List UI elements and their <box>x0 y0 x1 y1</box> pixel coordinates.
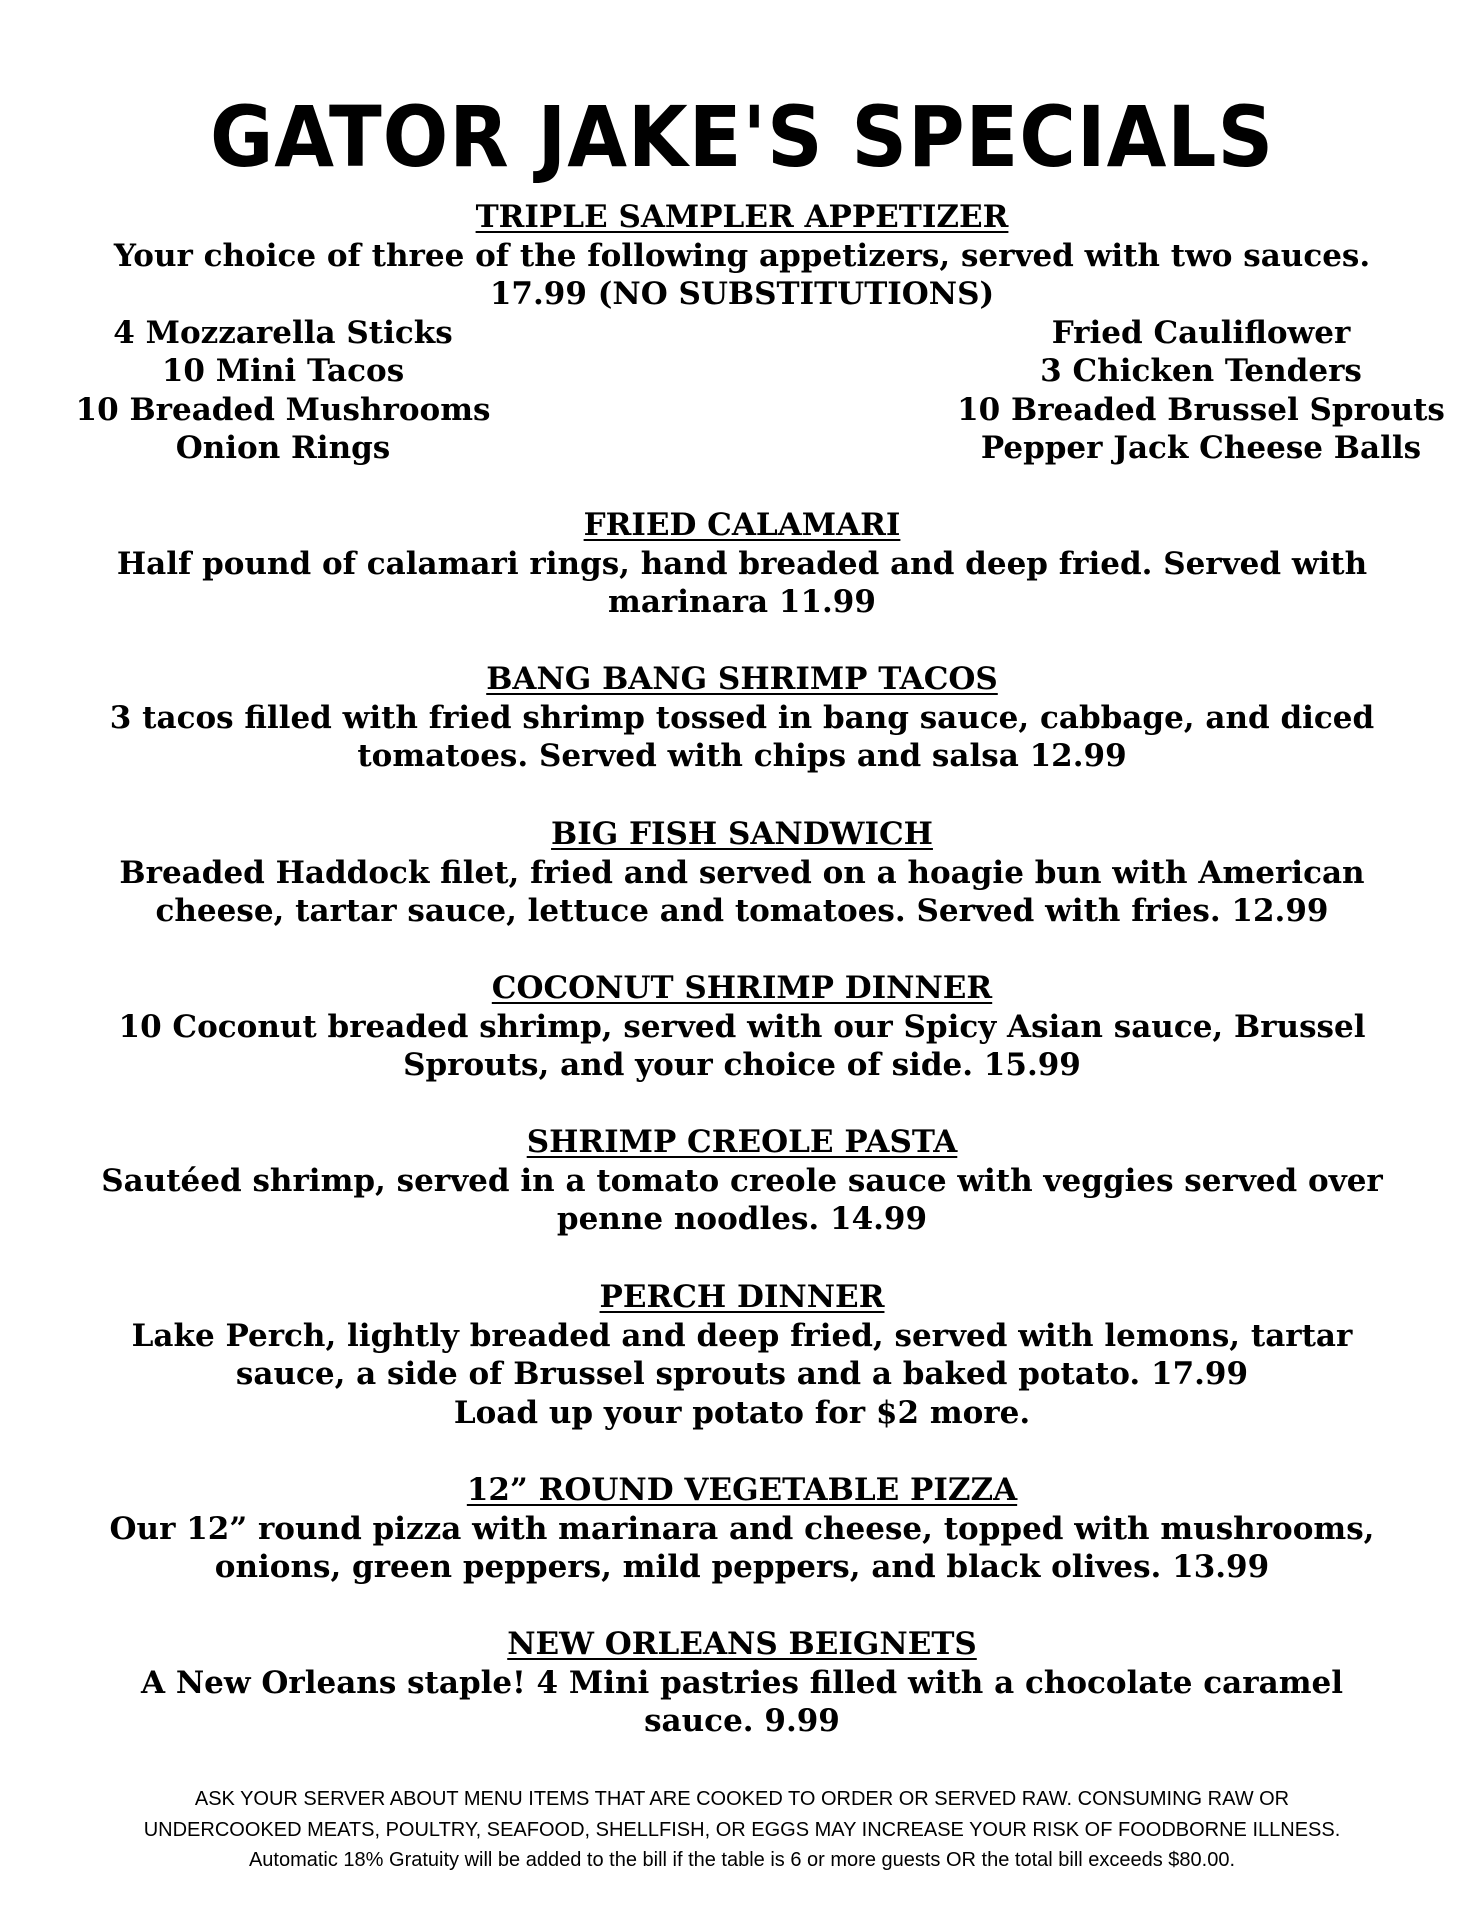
section-coconut-shrimp-dinner <box>80 969 1404 1085</box>
section-shrimp-creole-pasta <box>80 1123 1404 1239</box>
menu-title: GATOR JAKE'S SPECIALS <box>209 88 1275 186</box>
sampler-description: Your choice of three of the following appetizers, served with two sauces. <box>113 237 1371 274</box>
sampler-option: 10 Breaded Brussel Sprouts <box>957 391 1445 428</box>
section-heading: FRIED CALAMARI <box>583 507 901 543</box>
section-description-line: cheese, tartar sauce, lettuce and tomatoes. Served with fries. 12.99 <box>155 893 1329 929</box>
section-description-line: sauce, a side of Brussel sprouts and a baked potato. 17.99 <box>235 1356 1249 1392</box>
sampler-options <box>75 314 1445 468</box>
section-description-line: marinara 11.99 <box>608 584 876 620</box>
section-perch-dinner <box>80 1278 1404 1432</box>
section-description-line: sauce. 9.99 <box>644 1703 840 1739</box>
section-description-line: Breaded Haddock filet, fried and served on a hoagie bun with American <box>119 854 1365 891</box>
section-description-line: penne noodles. 14.99 <box>556 1201 928 1237</box>
section-triple-sampler <box>75 198 1445 468</box>
sampler-price: 17.99 (NO SUBSTITUTIONS) <box>489 276 995 312</box>
sampler-option: 4 Mozzarella Sticks <box>113 314 453 351</box>
section-heading: SHRIMP CREOLE PASTA <box>526 1124 958 1160</box>
disclaimer-line: ASK YOUR SERVER ABOUT MENU ITEMS THAT ARE COOKED TO ORDER OR SERVED RAW. CONSUMING RAW OR <box>194 1788 1290 1810</box>
section-new-orleans-beignets <box>80 1625 1404 1741</box>
section-heading: NEW ORLEANS BEIGNETS <box>507 1626 977 1662</box>
section-description-line: A New Orleans staple! 4 Mini pastries filled with a chocolate caramel <box>141 1664 1343 1701</box>
section-bang-bang-shrimp-tacos <box>80 660 1404 776</box>
section-big-fish-sandwich <box>80 815 1404 931</box>
disclaimer <box>60 1784 1424 1876</box>
section-heading: BIG FISH SANDWICH <box>551 816 933 852</box>
sampler-option: Onion Rings <box>175 430 391 466</box>
sampler-options-right <box>870 314 1484 468</box>
sampler-option: 10 Mini Tacos <box>161 353 405 389</box>
sampler-option: 10 Breaded Mushrooms <box>75 391 491 428</box>
section-heading: PERCH DINNER <box>599 1279 885 1315</box>
section-heading: COCONUT SHRIMP DINNER <box>491 970 993 1006</box>
sampler-options-left <box>0 314 614 468</box>
section-description-line: Sautéed shrimp, served in a tomato creole sauce with veggies served over <box>101 1162 1383 1199</box>
section-heading: 12” ROUND VEGETABLE PIZZA <box>466 1472 1018 1508</box>
sampler-option: Fried Cauliflower <box>1051 314 1351 351</box>
section-description-line: onions, green peppers, mild peppers, and black olives. 13.99 <box>214 1549 1270 1585</box>
sampler-option: 3 Chicken Tenders <box>1040 353 1362 389</box>
section-description-line: 10 Coconut breaded shrimp, served with our Spicy Asian sauce, Brussel <box>118 1008 1366 1045</box>
section-vegetable-pizza <box>80 1471 1404 1587</box>
section-description-line: Load up your potato for $2 more. <box>453 1394 1031 1431</box>
disclaimer-line: UNDERCOOKED MEATS, POULTRY, SEAFOOD, SHELLFISH, OR EGGS MAY INCREASE YOUR RISK OF FOODBORNE ILLNESS. <box>143 1818 1341 1841</box>
section-description-line: tomatoes. Served with chips and salsa 12.99 <box>357 738 1127 774</box>
section-description-line: Half pound of calamari rings, hand breaded and deep fried. Served with <box>116 545 1368 582</box>
section-description-line: 3 tacos filled with fried shrimp tossed in bang sauce, cabbage, and diced <box>109 699 1375 736</box>
disclaimer-line: Automatic 18% Gratuity will be added to the bill if the table is 6 or more guests OR the total bill exceeds $80.00. <box>248 1849 1236 1871</box>
section-description-line: Sprouts, and your choice of side. 15.99 <box>403 1047 1081 1083</box>
section-description-line: Our 12” round pizza with marinara and cheese, topped with mushrooms, <box>109 1510 1375 1547</box>
sampler-option: Pepper Jack Cheese Balls <box>980 430 1422 466</box>
section-description-line: Lake Perch, lightly breaded and deep fried, served with lemons, tartar <box>131 1317 1353 1354</box>
section-heading: BANG BANG SHRIMP TACOS <box>486 661 998 697</box>
section-heading: TRIPLE SAMPLER APPETIZER <box>475 199 1009 235</box>
section-fried-calamari <box>80 506 1404 622</box>
